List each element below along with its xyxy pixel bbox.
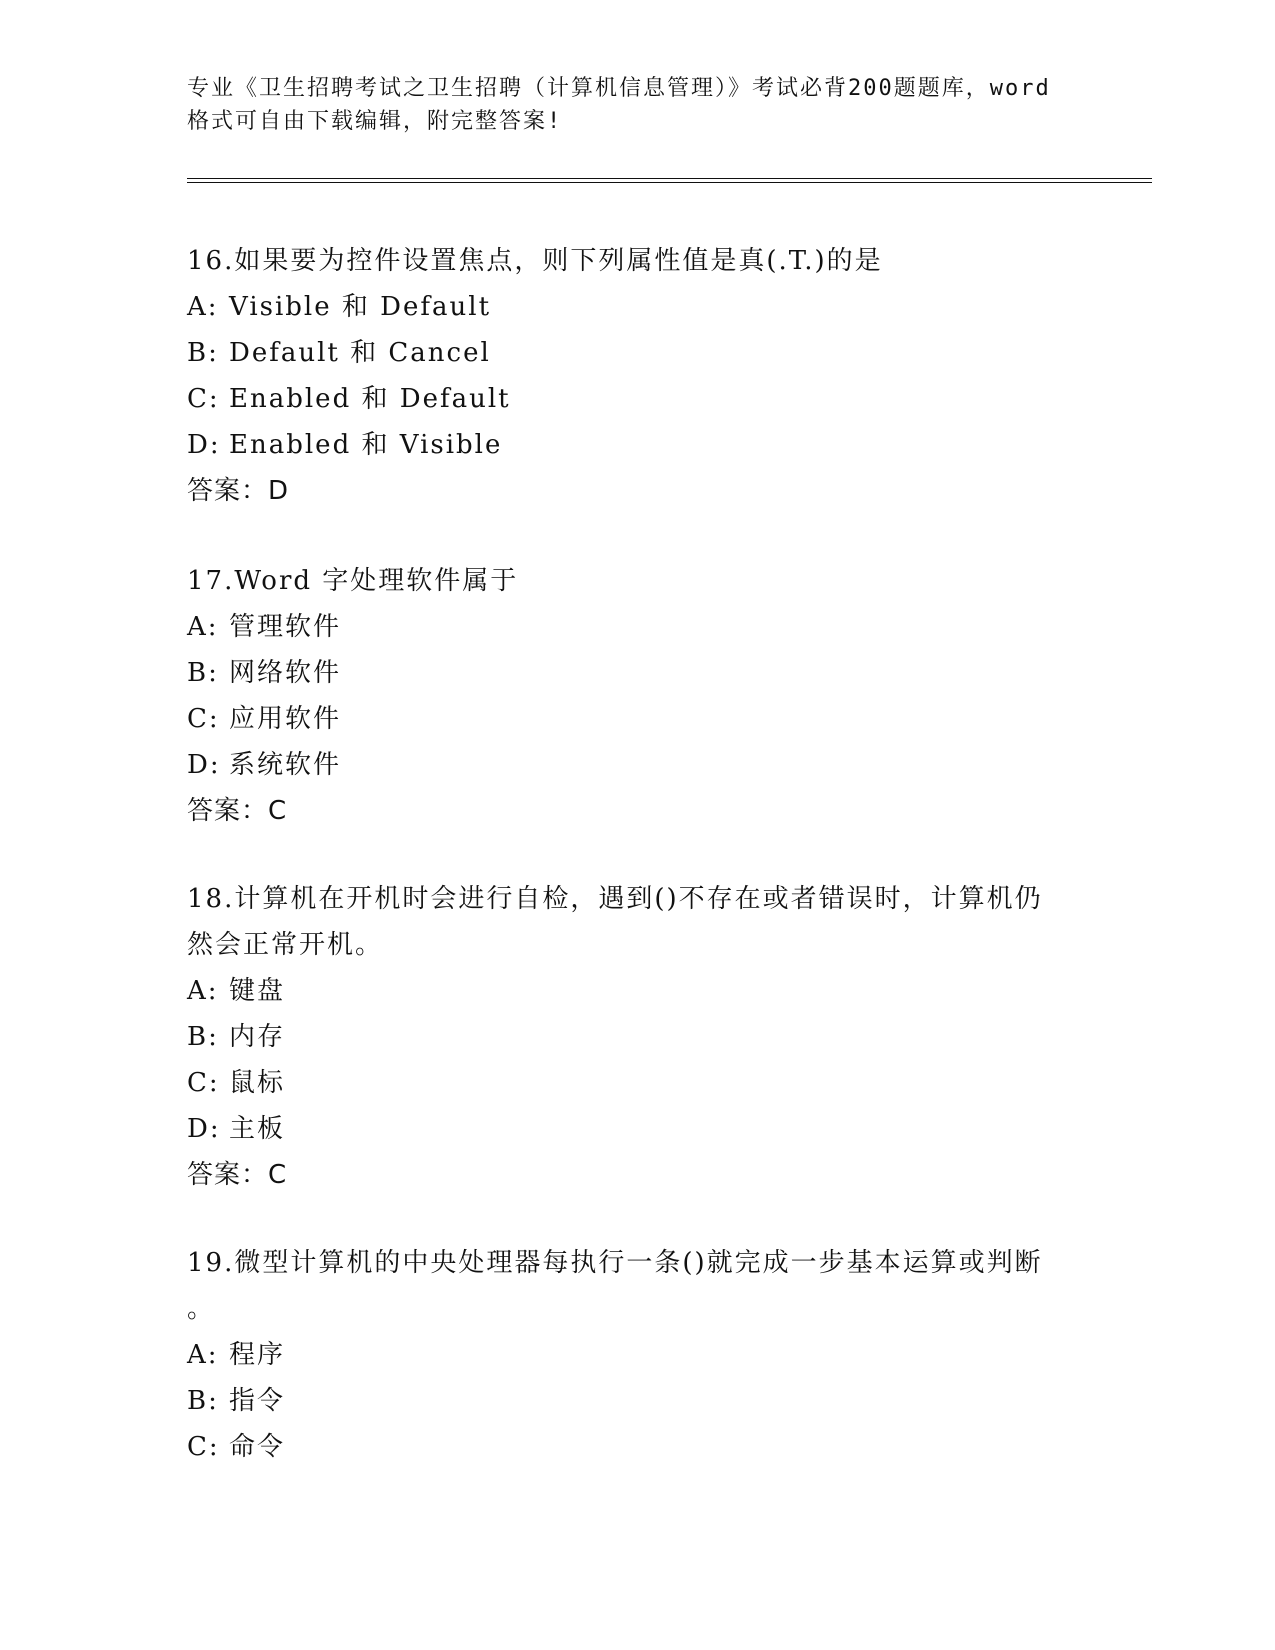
option-key: B: [187,338,219,368]
option-a [187,968,1087,1014]
option-text: 系统软件 [229,750,342,780]
option-key: C: [187,1068,220,1098]
option-key: B: [187,658,219,688]
question-18 [187,876,1087,1198]
option-key: D: [187,1114,221,1144]
question-17 [187,558,1087,834]
question-stem: 17.Word 字处理软件属于 [187,566,519,596]
option-text: 键盘 [229,976,286,1006]
answer: 答案：D [187,476,290,506]
option-key: C: [187,1432,220,1462]
header-divider-bottom [187,182,1152,183]
option-key: A: [187,612,219,642]
question-stem-line-2: 。 [187,1294,216,1324]
option-text: Enabled 和 Default [229,384,511,414]
header-divider-top [187,178,1152,179]
option-text: 鼠标 [229,1068,286,1098]
option-text: 内存 [229,1022,286,1052]
option-key: A: [187,976,219,1006]
header-line-1: 专业《卫生招聘考试之卫生招聘（计算机信息管理）》考试必背200题题库，word [187,76,1051,101]
option-c [187,376,1087,422]
option-text: 指令 [229,1386,286,1416]
header-line-2: 格式可自由下载编辑，附完整答案! [187,109,563,134]
option-text: Visible 和 Default [229,292,492,322]
option-b [187,1378,1087,1424]
option-text: 管理软件 [229,612,342,642]
option-b [187,650,1087,696]
option-text: 应用软件 [229,704,342,734]
option-c [187,696,1087,742]
option-key: D: [187,430,221,460]
option-b [187,1014,1087,1060]
option-d [187,742,1087,788]
option-key: D: [187,750,221,780]
option-a [187,604,1087,650]
option-b [187,330,1087,376]
option-d [187,1106,1087,1152]
question-stem: 16.如果要为控件设置焦点，则下列属性值是真(.T.)的是 [187,246,883,276]
question-stem-line-2: 然会正常开机。 [187,930,384,960]
answer: 答案：C [187,796,288,826]
option-d [187,422,1087,468]
option-key: A: [187,1340,219,1370]
option-c [187,1060,1087,1106]
option-key: A: [187,292,219,322]
question-16 [187,238,1087,514]
option-text: 网络软件 [229,658,342,688]
option-text: Enabled 和 Visible [229,430,503,460]
question-19 [187,1240,1087,1470]
answer: 答案：C [187,1160,288,1190]
option-c [187,1424,1087,1470]
document-header [187,72,1087,138]
option-text: 程序 [229,1340,286,1370]
option-a [187,1332,1087,1378]
option-key: C: [187,704,220,734]
option-text: 命令 [229,1432,286,1462]
option-a [187,284,1087,330]
question-stem-line-1: 19.微型计算机的中央处理器每执行一条()就完成一步基本运算或判断 [187,1248,1043,1278]
option-key: B: [187,1386,219,1416]
option-key: C: [187,384,220,414]
option-text: Default 和 Cancel [229,338,491,368]
option-key: B: [187,1022,219,1052]
question-stem-line-1: 18.计算机在开机时会进行自检，遇到()不存在或者错误时，计算机仍 [187,884,1043,914]
option-text: 主板 [229,1114,286,1144]
